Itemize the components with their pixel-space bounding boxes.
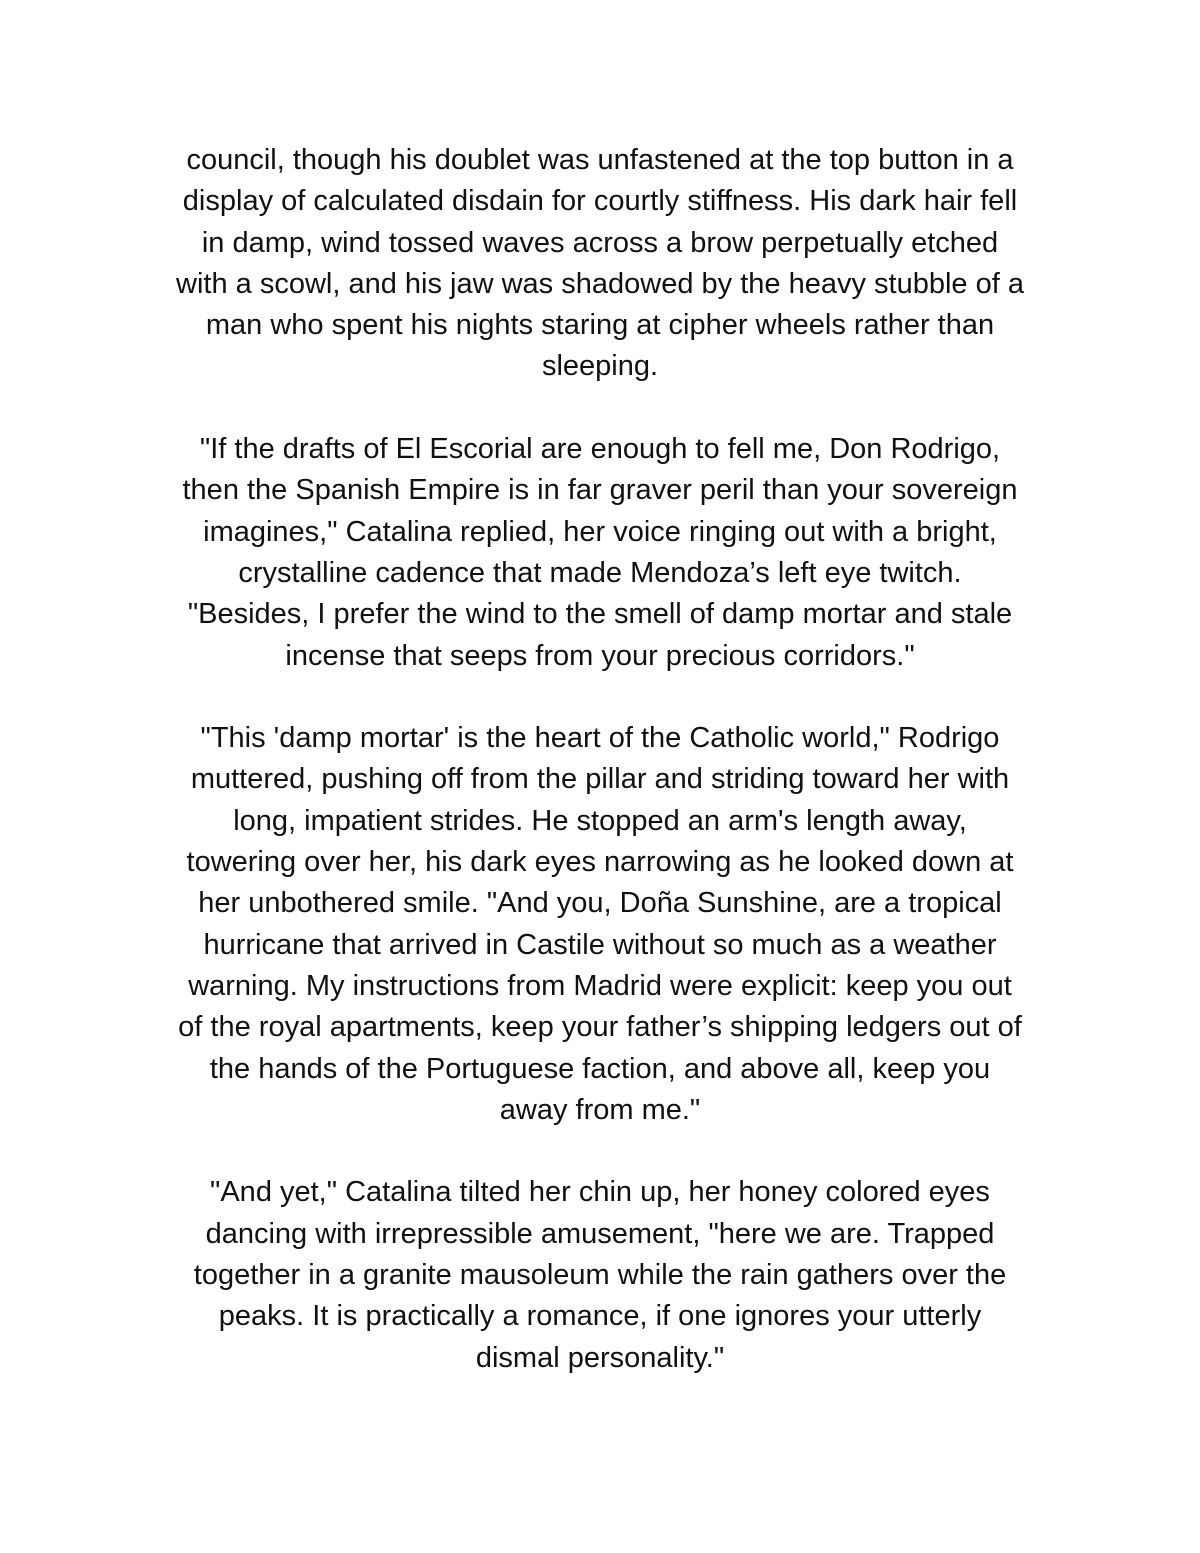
- text-line: sleeping.: [541, 350, 659, 383]
- text-line: incense that seeps from your precious corridors.": [285, 639, 915, 672]
- text-line: of the royal apartments, keep your father’s shipping ledgers out of: [178, 1011, 1022, 1044]
- text-line: long, impatient strides. He stopped an arm's length away,: [233, 804, 967, 837]
- text-line: hurricane that arrived in Castile without so much as a weather: [203, 928, 997, 961]
- paragraph: [130, 1172, 1070, 1378]
- text-line: towering over her, his dark eyes narrowing as he looked down at: [186, 846, 1014, 879]
- paragraph: [130, 140, 1070, 388]
- text-line: "If the drafts of El Escorial are enough to fell me, Don Rodrigo,: [199, 433, 1001, 466]
- text-line: council, though his doublet was unfastened at the top button in a: [186, 144, 1014, 176]
- text-line: the hands of the Portuguese faction, and above all, keep you: [209, 1052, 991, 1085]
- text-line: peaks. It is practically a romance, if one ignores your utterly: [218, 1300, 982, 1333]
- text-line: "This 'damp mortar' is the heart of the Catholic world," Rodrigo: [200, 722, 1000, 755]
- text-line: warning. My instructions from Madrid were explicit: keep you out: [188, 969, 1012, 1002]
- text-line: dancing with irrepressible amusement, "here we are. Trapped: [205, 1217, 995, 1250]
- text-line: then the Spanish Empire is in far graver peril than your sovereign: [182, 474, 1018, 507]
- text-line: "Besides, I prefer the wind to the smell of damp mortar and stale: [187, 598, 1013, 631]
- text-line: with a scowl, and his jaw was shadowed by the heavy stubble of a: [176, 267, 1024, 300]
- paragraph: [130, 718, 1070, 1131]
- text-line: man who spent his nights staring at cipher wheels rather than: [205, 309, 995, 342]
- text-line: dismal personality.": [475, 1341, 725, 1374]
- paragraph: [130, 429, 1070, 677]
- text-line: crystalline cadence that made Mendoza’s left eye twitch.: [238, 556, 962, 589]
- text-line: "And yet," Catalina tilted her chin up, her honey colored eyes: [210, 1176, 990, 1209]
- body-text: [130, 140, 1070, 1420]
- text-line: imagines," Catalina replied, her voice ringing out with a bright,: [203, 515, 997, 548]
- text-line: her unbothered smile. "And you, Doña Sunshine, are a tropical: [198, 887, 1002, 920]
- text-line: muttered, pushing off from the pillar and striding toward her with: [190, 763, 1010, 796]
- text-line: together in a granite mausoleum while the rain gathers over the: [193, 1259, 1007, 1292]
- text-line: away from me.": [499, 1093, 701, 1126]
- text-line: display of calculated disdain for courtly stiffness. His dark hair fell: [182, 185, 1018, 218]
- text-line: in damp, wind tossed waves across a brow perpetually etched: [201, 226, 999, 259]
